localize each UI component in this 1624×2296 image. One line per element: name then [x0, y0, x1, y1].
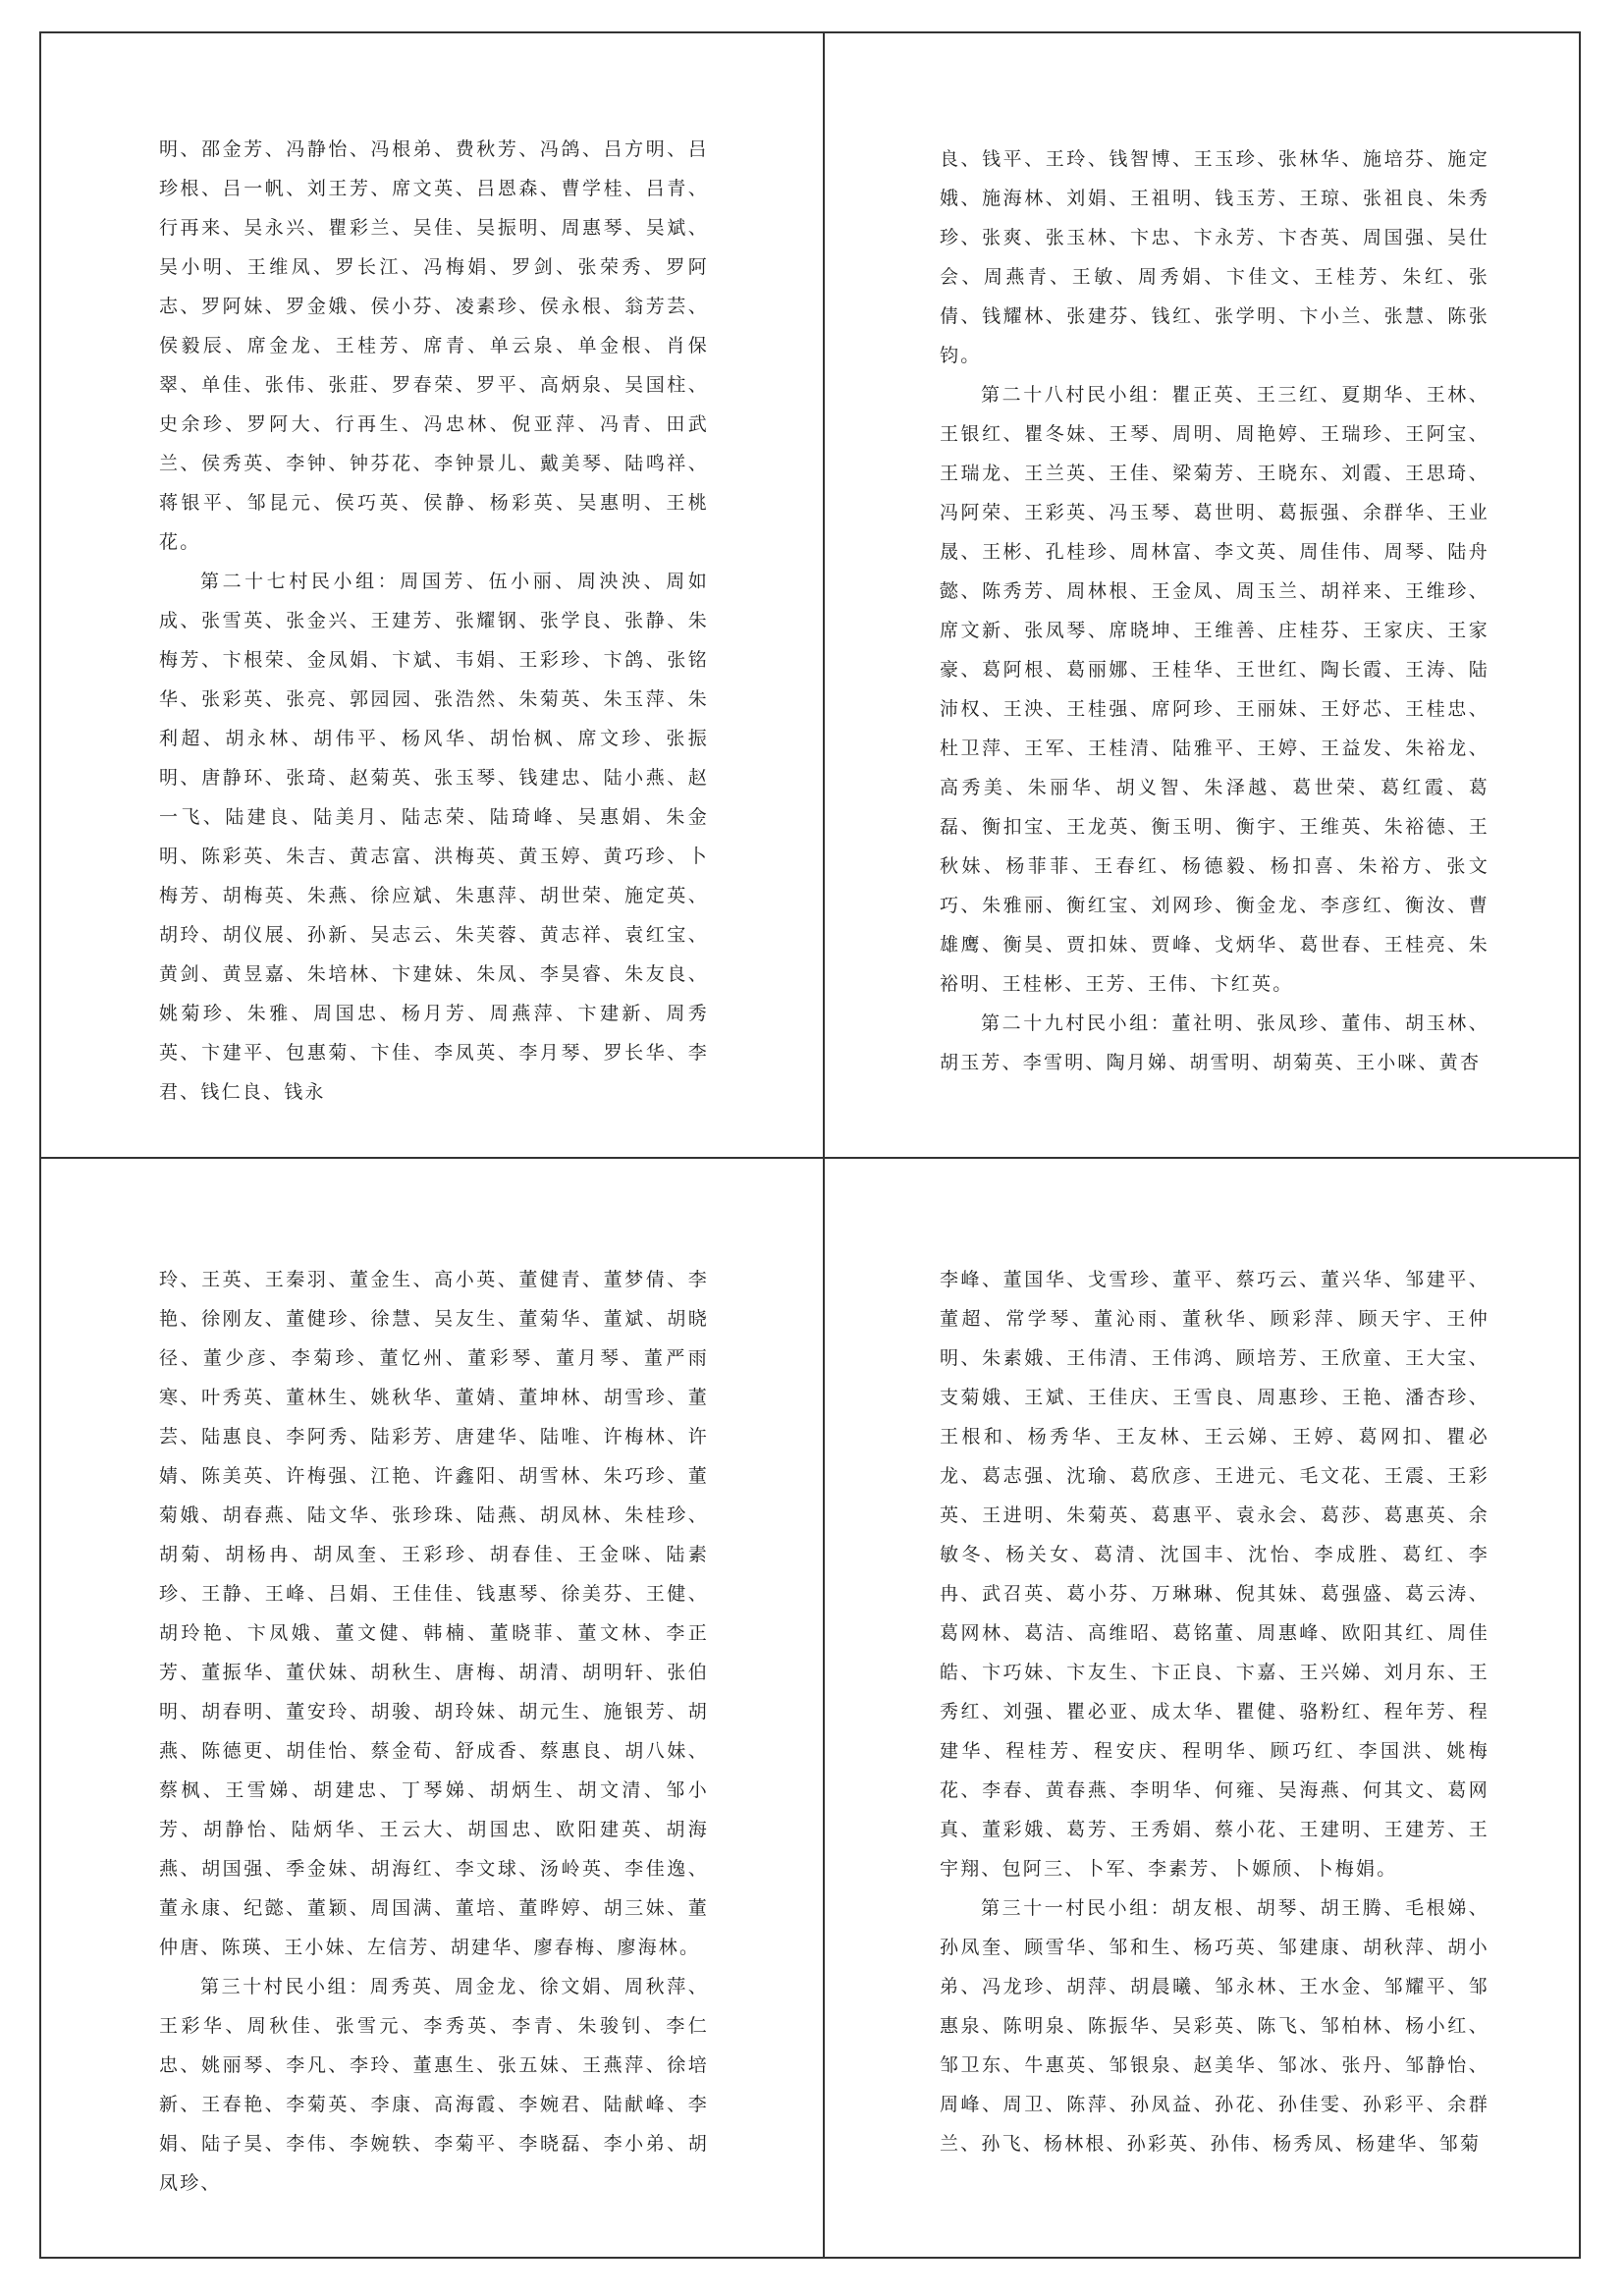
group-27-paragraph: 第二十七村民小组：周国芳、伍小丽、周泱泱、周如成、张雪英、张金兴、王建芳、张耀钢、张学良、张静、朱梅芳、卞根荣、金凤娟、卞斌、韦娟、王彩珍、卞鸽、张铭华、张彩英、张亮、郭园园、张浩然、朱菊英、朱玉萍、朱利超、胡永林、胡伟平、杨风华、胡怡枫、席文珍、张振明、唐静环、张琦、赵菊英、张玉琴、钱建忠、陆小燕、赵一飞、陆建良、陆美月、陆志荣、陆琦峰、吴惠娟、朱金明、陈彩英、朱吉、黄志富、洪梅英、黄玉婷、黄巧珍、卜梅芳、胡梅英、朱燕、徐应斌、朱惠萍、胡世荣、施定英、胡玲、胡仪展、孙新、吴志云、朱芙蓉、黄志祥、袁红宝、黄剑、黄昱嘉、朱培林、卞建妹、朱凤、李昊睿、朱友良、姚菊珍、朱雅、周国忠、杨月芳、周燕萍、卞建新、周秀英、卞建平、包惠菊、卞佳、李凤英、李月琴、罗长华、李君、钱仁良、钱永 — [159, 571, 709, 1103]
group-31-paragraph: 第三十一村民小组：胡友根、胡琴、胡王腾、毛根娣、孙凤奎、顾雪华、邹和生、杨巧英、邹建康、胡秋萍、胡小弟、冯龙珍、胡萍、胡晨曦、邹永林、王水金、邹耀平、邹惠泉、陈明泉、陈振华、吴彩英、陈飞、邹柏林、杨小红、邹卫东、牛惠英、邹银泉、赵美华、邹冰、张丹、邹静怡、周峰、周卫、陈萍、孙凤益、孙花、孙佳雯、孙彩平、余群兰、孙飞、杨林根、孙彩英、孙伟、杨秀凤、杨建华、邹菊 — [940, 1897, 1489, 2155]
panel-top-right — [940, 139, 1489, 1082]
panel-top-left — [159, 130, 709, 1112]
horizontal-fold-line — [39, 1157, 1581, 1159]
panel-bottom-right — [940, 1260, 1489, 2163]
name-list-paragraph: 玲、王英、王秦羽、董金生、高小英、董健青、董梦倩、李艳、徐刚友、董健珍、徐慧、吴友生、董菊华、董斌、胡晓径、董少彦、李菊珍、董忆州、董彩琴、董月琴、董严雨寒、叶秀英、董林生、姚秋华、董婧、董坤林、胡雪珍、董芸、陆惠良、李阿秀、陆彩芳、唐建华、陆唯、许梅林、许婧、陈美英、许梅强、江艳、许鑫阳、胡雪林、朱巧珍、董菊娥、胡春燕、陆文华、张珍珠、陆燕、胡凤林、朱桂珍、胡菊、胡杨冉、胡凤奎、王彩珍、胡春佳、王金咪、陆素珍、王静、王峰、吕娟、王佳佳、钱惠琴、徐美芬、王健、胡玲艳、卞凤娥、董文健、韩楠、董晓菲、董文林、李正芳、董振华、董伏妹、胡秋生、唐梅、胡清、胡明轩、张伯明、胡春明、董安玲、胡骏、胡玲妹、胡元生、施银芳、胡燕、陈德更、胡佳怡、蔡金荀、舒成香、蔡惠良、胡八妹、蔡枫、王雪娣、胡建忠、丁琴娣、胡炳生、胡文清、邹小芳、胡静怡、陆炳华、王云大、胡国忠、欧阳建英、胡海燕、胡国强、季金妹、胡海红、李文球、汤岭英、李佳逸、董永康、纪懿、董颖、周国满、董培、董晔婷、胡三妹、董仲唐、陈瑛、王小妹、左信芳、胡建华、廖春梅、廖海林。 — [159, 1269, 709, 1958]
group-30-paragraph: 第三十村民小组：周秀英、周金龙、徐文娟、周秋萍、王彩华、周秋佳、张雪元、李秀英、李青、朱骏钊、李仁忠、姚丽琴、李凡、李玲、董惠生、张五妹、王燕萍、徐培新、王春艳、李菊英、李康、高海霞、李婉君、陆献峰、李娟、陆子昊、李伟、李婉轶、李菊平、李晓磊、李小弟、胡凤珍、 — [159, 1976, 709, 2194]
name-list-paragraph: 李峰、董国华、戈雪珍、董平、蔡巧云、董兴华、邹建平、董超、常学琴、董沁雨、董秋华、顾彩萍、顾天宇、王仲明、朱素娥、王伟清、王伟鸿、顾培芳、王欣童、王大宝、支菊娥、王斌、王佳庆、王雪良、周惠珍、王艳、潘杏珍、王根和、杨秀华、王友林、王云娣、王婷、葛网扣、瞿必龙、葛志强、沈瑜、葛欣彦、王进元、毛文花、王震、王彩英、王进明、朱菊英、葛惠平、袁永会、葛莎、葛惠英、余敏冬、杨关女、葛清、沈国丰、沈怡、李成胜、葛红、李冉、武召英、葛小芬、万琳琳、倪其妹、葛强盛、葛云涛、葛网林、葛洁、高维昭、葛铭董、周惠峰、欧阳其红、周佳皓、卞巧妹、卞友生、卞正良、卞嘉、王兴娣、刘月东、王秀红、刘强、瞿必亚、成太华、瞿健、骆粉红、程年芳、程建华、程桂芳、程安庆、程明华、顾巧红、李国洪、姚梅花、李春、黄春燕、李明华、何雍、吴海燕、何其文、葛网真、董彩娥、葛芳、王秀娟、蔡小花、王建明、王建芳、王宇翔、包阿三、卜军、李素芳、卜嫄颀、卜梅娟。 — [940, 1269, 1489, 1880]
group-29-paragraph: 第二十九村民小组：董社明、张凤珍、董伟、胡玉林、胡玉芳、李雪明、陶月娣、胡雪明、胡菊英、王小咪、黄杏 — [940, 1012, 1489, 1073]
name-list-paragraph: 明、邵金芳、冯静怡、冯根弟、费秋芳、冯鸽、吕方明、吕珍根、吕一帆、刘王芳、席文英、吕恩森、曹学桂、吕青、行再来、吴永兴、瞿彩兰、吴佳、吴振明、周惠琴、吴斌、吴小明、王维凤、罗长江、冯梅娟、罗剑、张荣秀、罗阿志、罗阿妹、罗金娥、侯小芬、凌素珍、侯永根、翁芳芸、侯毅辰、席金龙、王桂芳、席青、单云泉、单金根、肖保翠、单佳、张伟、张莊、罗春荣、罗平、高炳泉、吴国柱、史余珍、罗阿大、行再生、冯忠林、倪亚萍、冯青、田武兰、侯秀英、李钟、钟芬花、李钟景儿、戴美琴、陆鸣祥、蒋银平、邹昆元、侯巧英、侯静、杨彩英、吴惠明、王桃花。 — [159, 138, 709, 553]
group-28-paragraph: 第二十八村民小组：瞿正英、王三红、夏期华、王林、王银红、瞿冬妹、王琴、周明、周艳婷、王瑞珍、王阿宝、王瑞龙、王兰英、王佳、梁菊芳、王晓东、刘霞、王思琦、冯阿荣、王彩英、冯玉琴、葛世明、葛振强、余群华、王业晟、王彬、孔桂珍、周林富、李文英、周佳伟、周琴、陆舟懿、陈秀芳、周林根、王金凤、周玉兰、胡祥来、王维珍、席文新、张凤琴、席晓坤、王维善、庄桂芬、王家庆、王家豪、葛阿根、葛丽娜、王桂华、王世红、陶长霞、王涛、陆沛权、王泱、王桂强、席阿珍、王丽妹、王妤芯、王桂忠、杜卫萍、王军、王桂清、陆雅平、王婷、王益发、朱裕龙、高秀美、朱丽华、胡义智、朱泽越、葛世荣、葛红霞、葛磊、衡扣宝、王龙英、衡玉明、衡宇、王维英、朱裕德、王秋妹、杨菲菲、王春红、杨德毅、杨扣喜、朱裕方、张文巧、朱雅丽、衡红宝、刘网珍、衡金龙、李彦红、衡汝、曹雄鹰、衡昊、贾扣妹、贾峰、戈炳华、葛世春、王桂亮、朱裕明、王桂彬、王芳、王伟、卞红英。 — [940, 384, 1489, 995]
vertical-fold-line — [823, 31, 825, 2259]
panel-bottom-left — [159, 1260, 709, 2203]
name-list-paragraph: 良、钱平、王玲、钱智博、王玉珍、张林华、施培芬、施定娥、施海林、刘娟、王祖明、钱玉芳、王琼、张祖良、朱秀珍、张爽、张玉林、卞忠、卞永芳、卞杏英、周国强、吴仕会、周燕青、王敏、周秀娟、卞佳文、王桂芳、朱红、张倩、钱耀林、张建芬、钱红、张学明、卞小兰、张慧、陈张钧。 — [940, 148, 1489, 366]
